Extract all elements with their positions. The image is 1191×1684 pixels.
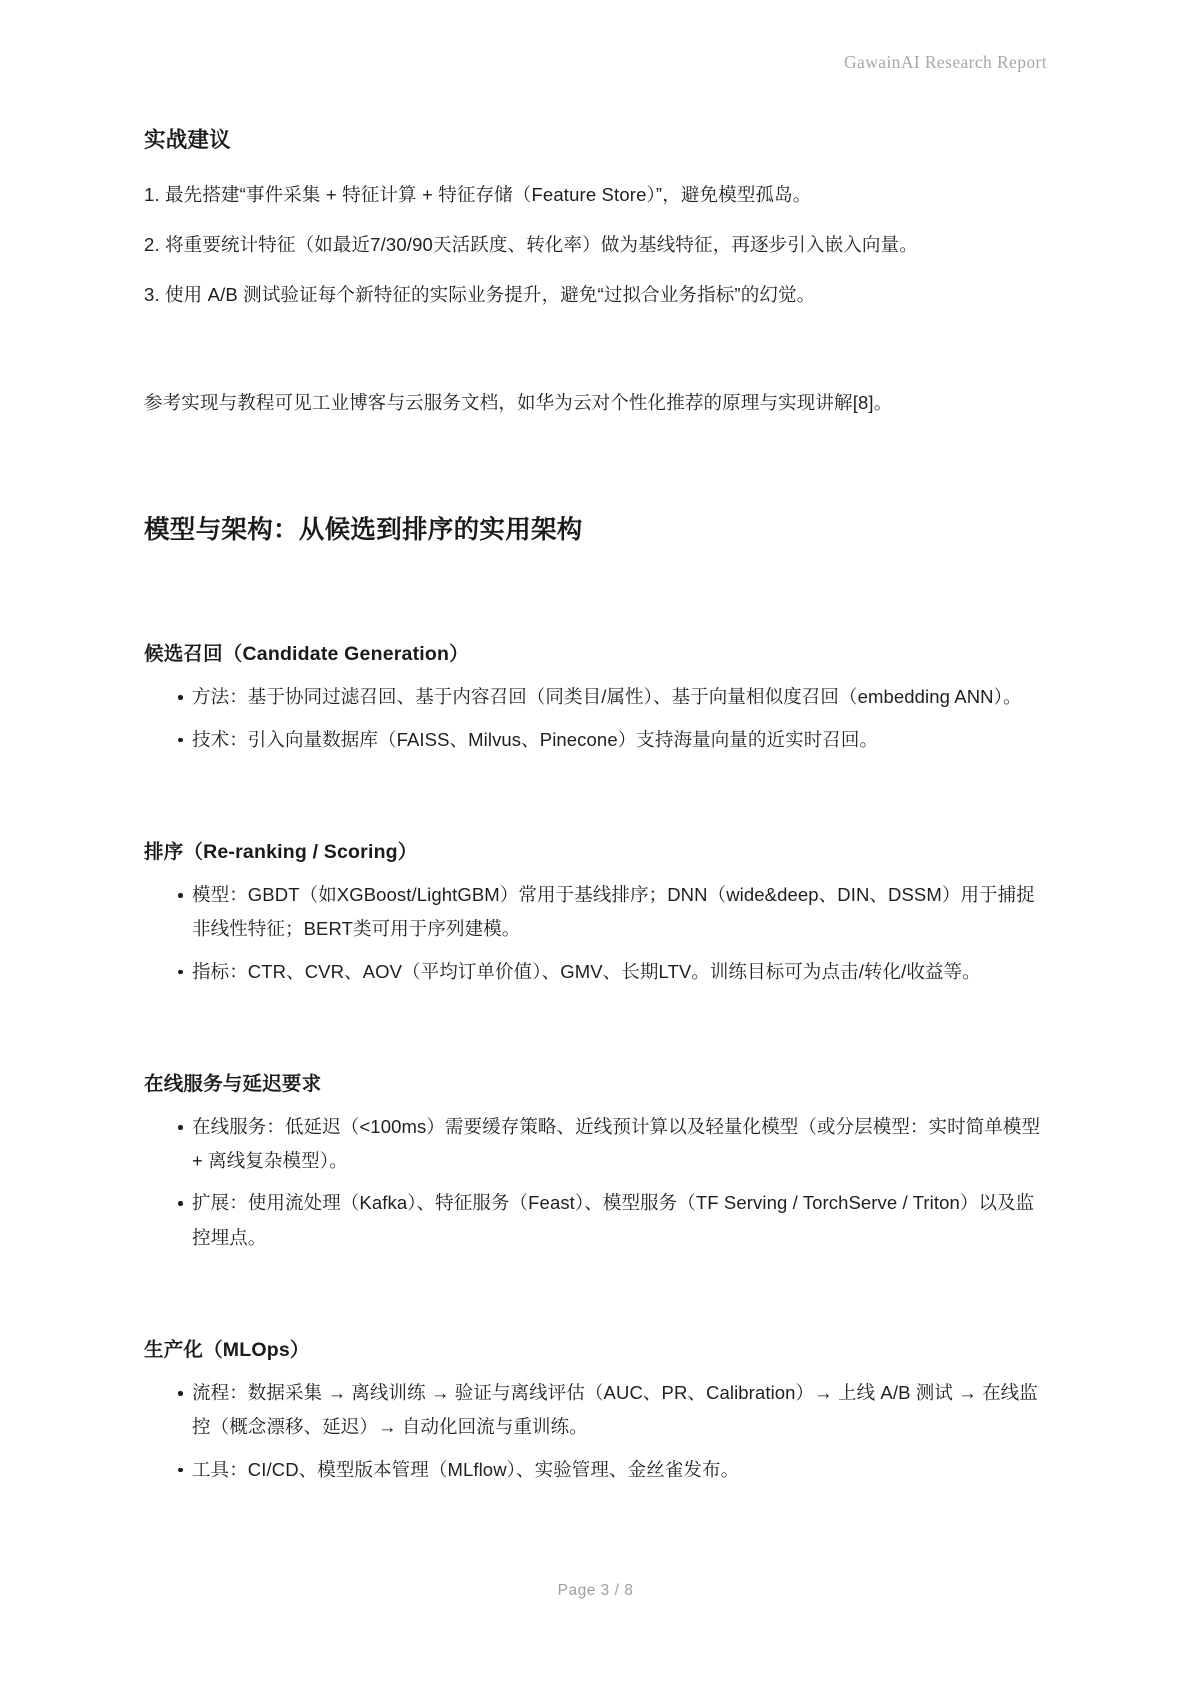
list-item: 技术：引入向量数据库（FAISS、Milvus、Pinecone）支持海量向量的近实时召回。 [178, 723, 1049, 757]
bullet-list-online-serving [144, 1110, 1049, 1255]
list-item: 方法：基于协同过滤召回、基于内容召回（同类目/属性）、基于向量相似度召回（embedding ANN）。 [178, 680, 1049, 714]
section-heading-practical-advice: 实战建议 [144, 128, 231, 152]
list-item: 工具：CI/CD、模型版本管理（MLflow）、实验管理、金丝雀发布。 [178, 1453, 1049, 1487]
document-content [144, 125, 1049, 1495]
subsection-heading-online-serving: 在线服务与延迟要求 [144, 1072, 322, 1095]
practical-advice-closing-paragraph: 参考实现与教程可见工业博客与云服务文档，如华为云对个性化推荐的原理与实现讲解[8]。 [144, 392, 893, 414]
subsection-heading-re-ranking: 排序（Re-ranking / Scoring） [144, 840, 418, 863]
list-item: 2. 将重要统计特征（如最近7/30/90天活跃度、转化率）做为基线特征，再逐步引入嵌入向量。 [144, 234, 918, 256]
running-header-title: GawainAI Research Report [844, 52, 1047, 72]
page-number-footer: Page 3 / 8 [557, 1582, 634, 1599]
list-item: 流程：数据采集 → 离线训练 → 验证与离线评估（AUC、PR、Calibration）→ 上线 A/B 测试 → 在线监控（概念漂移、延迟）→ 自动化回流与重训练。 [178, 1376, 1049, 1444]
list-item: 扩展：使用流处理（Kafka）、特征服务（Feast）、模型服务（TF Serving / TorchServe / Triton）以及监控埋点。 [178, 1186, 1049, 1254]
list-item: 在线服务：低延迟（<100ms）需要缓存策略、近线预计算以及轻量化模型（或分层模型：实时简单模型 + 离线复杂模型）。 [178, 1110, 1049, 1178]
bullet-list-mlops [144, 1376, 1049, 1487]
list-item: 模型：GBDT（如XGBoost/LightGBM）常用于基线排序；DNN（wide&deep、DIN、DSSM）用于捕捉非线性特征；BERT类可用于序列建模。 [178, 878, 1049, 946]
subsection-heading-candidate-generation: 候选召回（Candidate Generation） [144, 643, 469, 666]
section-heading-architecture: 模型与架构：从候选到排序的实用架构 [144, 516, 583, 545]
list-item: 3. 使用 A/B 测试验证每个新特征的实际业务提升，避免“过拟合业务指标”的幻觉。 [144, 284, 816, 306]
subsection-heading-mlops: 生产化（MLOps） [144, 1338, 310, 1361]
bullet-list-candidate-generation [144, 680, 1049, 756]
practical-advice-list [144, 177, 1049, 313]
list-item: 指标：CTR、CVR、AOV（平均订单价值）、GMV、长期LTV。训练目标可为点击/转化/收益等。 [178, 955, 1049, 989]
list-item: 1. 最先搭建“事件采集 + 特征计算 + 特征存储（Feature Store）”，避免模型孤岛。 [144, 184, 812, 206]
bullet-list-re-ranking [144, 878, 1049, 989]
